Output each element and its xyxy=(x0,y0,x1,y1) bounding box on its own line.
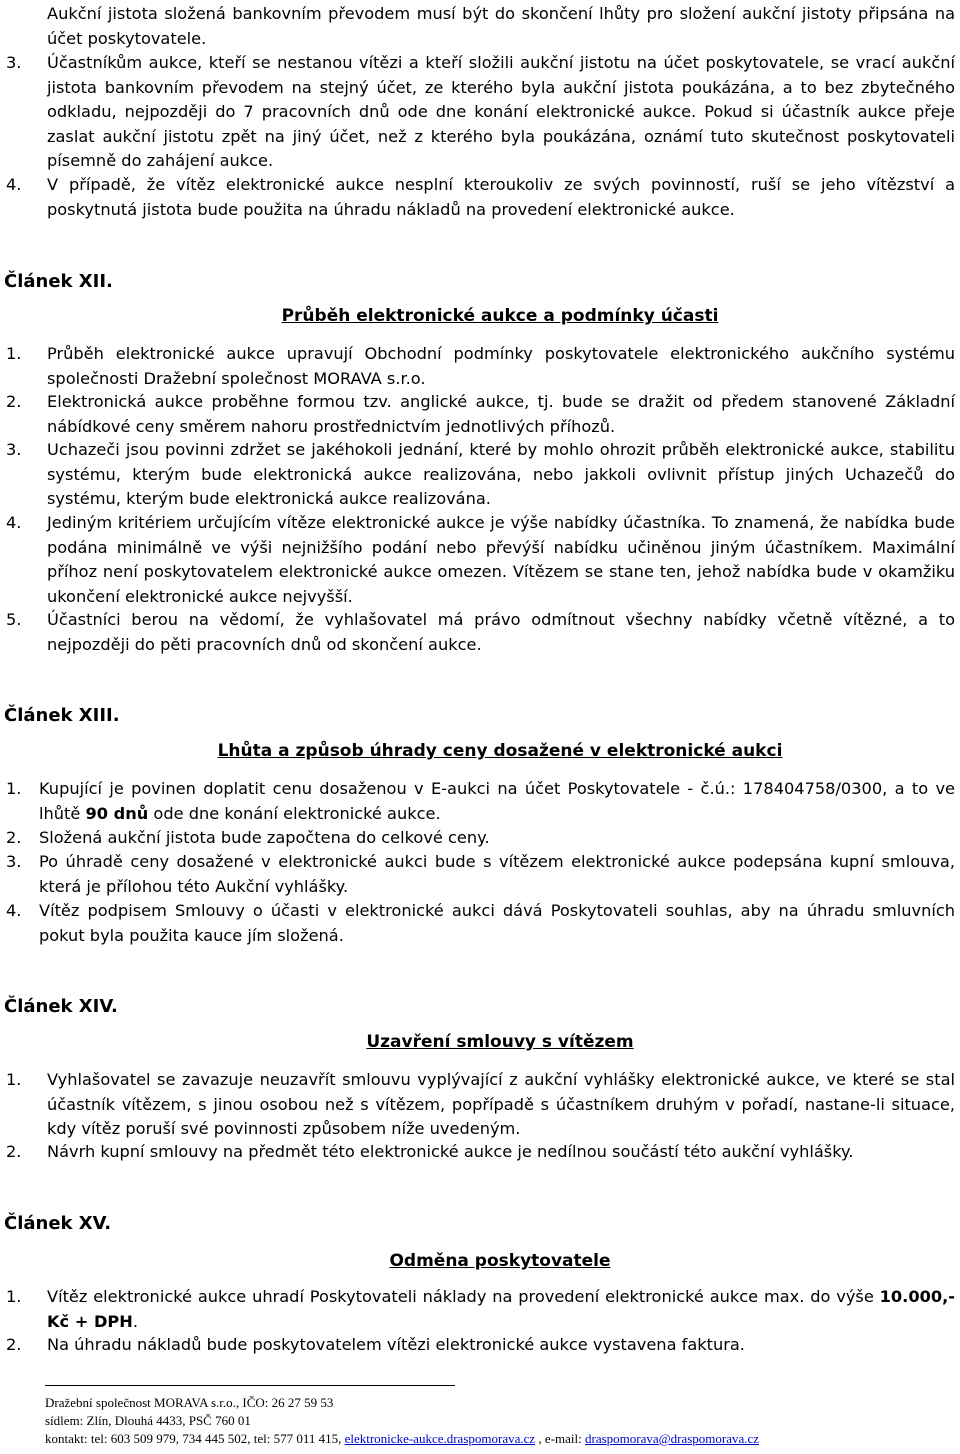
item-text: Návrh kupní smlouvy na předmět této elektronické aukce je nedílnou součástí této aukční vyhlášky. xyxy=(47,1142,854,1161)
item-text: Účastníci berou na vědomí, že vyhlašovatel má právo odmítnout všechny nabídky včetně vítězné, a to nejpozději do pěti pracovních dnů od skončení aukce. xyxy=(47,610,955,654)
article-15-title: Článek XV. xyxy=(4,1213,112,1234)
item-number: 1. xyxy=(6,779,22,798)
list-item xyxy=(6,826,955,851)
footer-web-link[interactable]: elektronicke-aukce.draspomorava.cz xyxy=(344,1431,536,1446)
item-text: Vyhlašovatel se zavazuje neuzavřít smlouvu vyplývající z aukční vyhlášky elektronické aukce, ve které se stal účastník vítězem, s jinou osobou než s vítězem, popřípadě s účastníkem druhým v pořadí, nastane-li situace, kdy vítěz poruší své povinnosti způsobem níže uvedeným. xyxy=(47,1070,955,1139)
item-number: 1. xyxy=(6,344,22,363)
footer-phones: kontakt: tel: 603 509 979, 734 445 502, tel: 577 011 415, xyxy=(45,1431,345,1446)
item-number: 2. xyxy=(6,392,22,411)
fee-amount: 10.000,- Kč + DPH xyxy=(47,1287,955,1331)
item-number: 3. xyxy=(6,440,22,459)
list-item xyxy=(6,438,955,512)
item-text: Složená aukční jistota bude započtena do celkové ceny. xyxy=(39,828,490,847)
article-14-subtitle: Uzavření smlouvy s vítězem xyxy=(366,1032,634,1052)
item-number: 1. xyxy=(6,1070,22,1089)
footer-contact xyxy=(45,1430,759,1448)
article-13-title: Článek XIII. xyxy=(4,705,120,726)
item-text: . xyxy=(132,1311,138,1331)
item-number: 2. xyxy=(6,1335,22,1354)
list-item xyxy=(6,777,955,826)
item-number: 3. xyxy=(6,53,22,72)
list-item xyxy=(6,899,955,948)
article-12-title: Článek XII. xyxy=(4,271,113,292)
article-13-subtitle: Lhůta a způsob úhrady ceny dosažené v elektronické aukci xyxy=(217,741,783,761)
article-15-subtitle: Odměna poskytovatele xyxy=(389,1251,611,1271)
list-item xyxy=(6,511,955,609)
item-number: 2. xyxy=(6,1142,22,1161)
item-text: Elektronická aukce proběhne formou tzv. anglické aukce, tj. bude se dražit od předem stanovené Základní nábídkové ceny směrem nahoru prostřednictvím jednotlivých příhozů. xyxy=(47,392,955,436)
item-text: Na úhradu nákladů bude poskytovatelem vítězi elektronické aukce vystavena faktura. xyxy=(47,1335,745,1354)
item-text: Kupující je povinen doplatit cenu dosaženou v E-aukci na účet Poskytovatele - č.ú.: 178404758/0300, a to ve lhůtě xyxy=(39,779,955,823)
item-number: 4. xyxy=(6,513,22,532)
article-14-title: Článek XIV. xyxy=(4,996,118,1017)
footer-company: Dražební společnost MORAVA s.r.o., IČO: 26 27 59 53 xyxy=(45,1395,334,1410)
item-text: ode dne konání elektronické aukce. xyxy=(148,803,441,823)
item-number: 4. xyxy=(6,901,22,920)
item-number: 5. xyxy=(6,610,22,629)
item-text: Uchazeči jsou povinni zdržet se jakéhokoli jednání, které by mohlo ohrozit průběh elektronické aukce, stabilitu systému, kterým bude elektronická aukce realizována, nebo jakkoli ovlivnit přístup jiných Uchazečů do systému, kterým bude elektronická aukce realizována. xyxy=(47,440,955,509)
footer-email-link[interactable]: draspomorava@draspomorava.cz xyxy=(585,1431,760,1446)
list-item xyxy=(6,1140,955,1165)
item-text: Po úhradě ceny dosažené v elektronické aukci bude s vítězem elektronické aukce podepsána kupní smlouva, která je přílohou této Aukční vyhlášky. xyxy=(39,852,955,896)
item-text: Průběh elektronické aukce upravují Obchodní podmínky poskytovatele elektronického aukčního systému společnosti Dražební společnost MORAVA s.r.o. xyxy=(47,344,955,388)
list-item xyxy=(6,390,955,439)
list-item xyxy=(6,1333,955,1358)
footer-email-label: , e-mail: xyxy=(535,1431,585,1446)
article-12-subtitle: Průběh elektronické aukce a podmínky účasti xyxy=(281,306,719,326)
item-text: V případě, že vítěz elektronické aukce nesplní kteroukoliv ze svých povinností, ruší se jeho vítězství a poskytnutá jistota bude použita na úhradu nákladů na provedení elektronické aukce. xyxy=(47,175,955,219)
item-number: 3. xyxy=(6,852,22,871)
list-item xyxy=(6,51,955,174)
list-item xyxy=(6,1285,955,1334)
deadline-days: 90 dnů xyxy=(85,803,149,823)
footer-divider xyxy=(45,1385,455,1386)
list-item xyxy=(6,1068,955,1142)
list-item xyxy=(6,850,955,899)
item-number: 4. xyxy=(6,175,22,194)
item-text: Účastníkům aukce, kteří se nestanou vítězi a kteří složili aukční jistotu na účet poskytovatele, se vrací aukční jistota bankovním převodem na stejný účet, ze kterého byla aukční jistota poukázána, a to bez zbytečného odkladu, nejpozději do 7 pracovních dnů ode dne konání elektronické aukce. Pokud si účastník aukce přeje zaslat aukční jistotu zpět na jiný účet, než z kterého byla poukázána, oznámí tuto skutečnost poskytovateli písemně do zahájení aukce. xyxy=(47,53,955,171)
item-text: Vítěz elektronické aukce uhradí Poskytovateli náklady na provedení elektronické aukce max. do výše xyxy=(47,1287,880,1306)
list-item xyxy=(6,342,955,391)
list-item xyxy=(6,173,955,222)
item-number: 1. xyxy=(6,1287,22,1306)
continuation-paragraph: Aukční jistota složená bankovním převodem musí být do skončení lhůty pro složení aukční jistoty připsána na účet poskytovatele. xyxy=(47,4,955,48)
item-text: Vítěz podpisem Smlouvy o účasti v elektronické aukci dává Poskytovateli souhlas, aby na úhradu smluvních pokut byla použita kauce jím složená. xyxy=(39,901,955,945)
list-item xyxy=(6,608,955,657)
item-number: 2. xyxy=(6,828,22,847)
item-text: Jediným kritériem určujícím vítěze elektronické aukce je výše nabídky účastníka. To znamená, že nabídka bude podána minimálně ve výši nejnižšího podání nebo převýší nabídku učiněnou jiným účastníkem. Maximální příhoz není poskytovatelem elektronické aukce omezen. Vítězem se stane ten, jehož nabídka bude v okamžiku ukončení elektronické aukce nejvyšší. xyxy=(47,513,955,606)
footer-address: sídlem: Zlín, Dlouhá 4433, PSČ 760 01 xyxy=(45,1413,251,1428)
